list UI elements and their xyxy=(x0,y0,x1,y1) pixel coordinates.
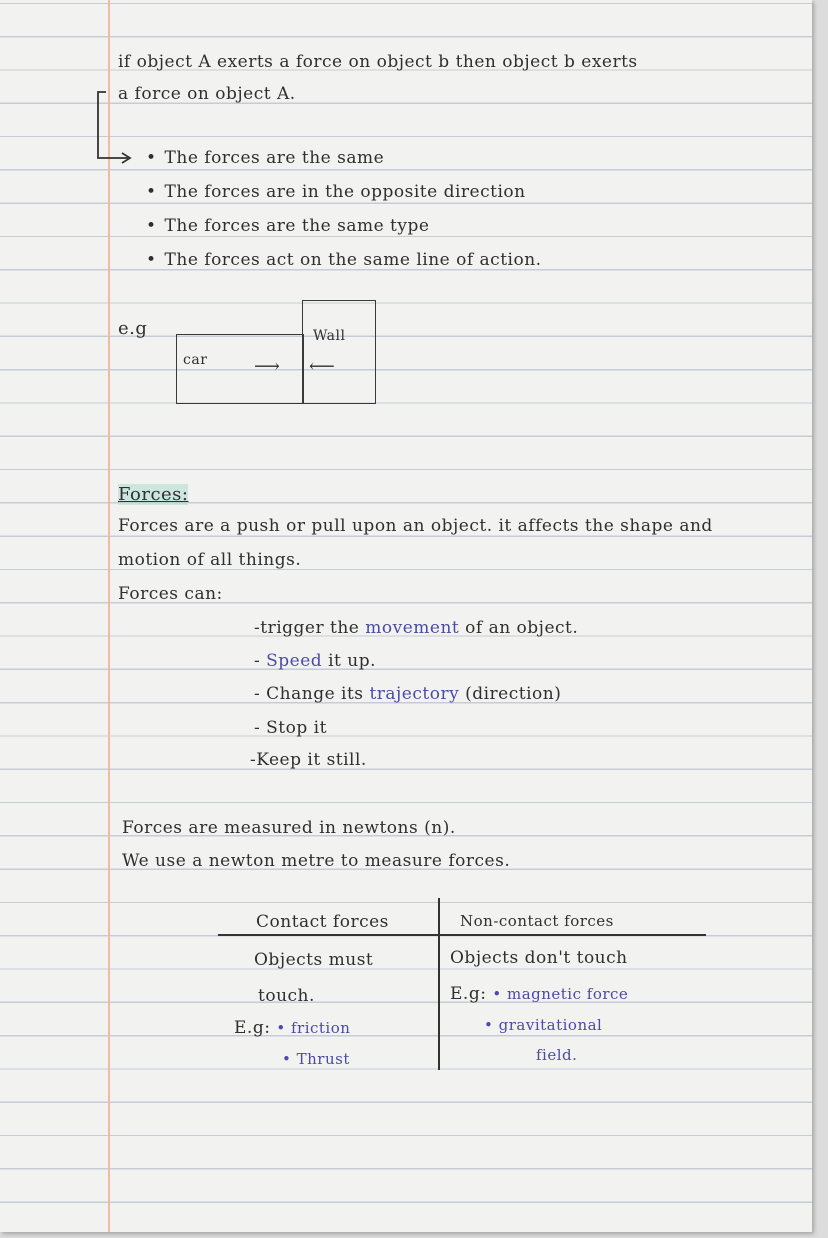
meter-line: We use a newton metre to measure forces. xyxy=(122,851,511,871)
forces-can-label: Forces can: xyxy=(118,584,223,604)
contact-desc-2: touch. xyxy=(258,986,315,1006)
can-item-3 xyxy=(254,684,561,704)
noncontact-header: Non-contact forces xyxy=(460,912,614,930)
left-arrow-icon: ⟵ xyxy=(309,356,336,377)
contact-eg xyxy=(234,1018,350,1038)
noncontact-example-2-cont: field. xyxy=(536,1046,578,1064)
can-item-3-text: - Change its xyxy=(254,684,370,704)
noncontact-eg-label: E.g: xyxy=(450,984,487,1004)
can-item-4: - Stop it xyxy=(254,718,327,738)
can-item-1-text: -trigger the xyxy=(254,618,366,638)
noncontact-eg xyxy=(450,984,628,1004)
intro-line-2: a force on object A. xyxy=(118,84,296,104)
law-bullet-3: • The forces are the same type xyxy=(146,216,429,236)
contact-example-2-text: Thrust xyxy=(296,1050,350,1068)
car-label: car xyxy=(183,352,208,368)
forces-heading: Forces: xyxy=(118,484,189,505)
noncontact-example-2: • gravitational xyxy=(484,1016,603,1034)
can-item-1-tail: of an object. xyxy=(459,618,579,638)
can-item-2-tail: it up. xyxy=(322,651,377,671)
can-item-2 xyxy=(254,651,376,671)
contact-eg-label: E.g: xyxy=(234,1018,271,1038)
intro-line-1: if object A exerts a force on object b then object b exerts xyxy=(118,52,638,72)
car-box xyxy=(176,334,304,404)
law-bullet-4: • The forces act on the same line of action. xyxy=(146,250,542,270)
wall-label: Wall xyxy=(313,328,346,344)
contact-desc-1: Objects must xyxy=(254,950,374,970)
can-item-2-highlight: Speed xyxy=(266,651,323,671)
right-arrow-icon: ⟶ xyxy=(254,356,281,377)
can-item-5: -Keep it still. xyxy=(250,750,367,770)
can-item-3-tail: (direction) xyxy=(459,684,562,704)
contact-example-1-text: friction xyxy=(290,1019,351,1037)
forces-definition-2: motion of all things. xyxy=(118,550,302,570)
can-item-2-text: - xyxy=(254,651,267,671)
noncontact-desc: Objects don't touch xyxy=(450,948,628,968)
noncontact-example-1: • magnetic force xyxy=(492,985,629,1003)
table-header-rule xyxy=(218,934,706,936)
forces-definition-1: Forces are a push or pull upon an object. it affects the shape and xyxy=(118,516,713,536)
example-label: e.g xyxy=(118,318,148,339)
wall-box xyxy=(302,300,376,404)
contact-example-2: • Thrust xyxy=(282,1050,350,1068)
noncontact-example-1-text: magnetic force xyxy=(506,985,629,1003)
bracket-arrow-icon xyxy=(92,88,142,168)
contact-header: Contact forces xyxy=(256,912,389,932)
measured-line: Forces are measured in newtons (n). xyxy=(122,818,456,838)
law-bullet-1: • The forces are the same xyxy=(146,148,384,168)
can-item-1-highlight: movement xyxy=(365,618,460,638)
law-bullet-2: • The forces are in the opposite direction xyxy=(146,182,526,202)
can-item-1 xyxy=(254,618,578,638)
noncontact-example-2-text: gravitational xyxy=(498,1016,603,1034)
contact-example-1: • friction xyxy=(276,1019,351,1037)
table-column-rule xyxy=(438,898,440,1070)
can-item-3-highlight: trajectory xyxy=(369,684,460,704)
margin-line xyxy=(108,0,110,1232)
